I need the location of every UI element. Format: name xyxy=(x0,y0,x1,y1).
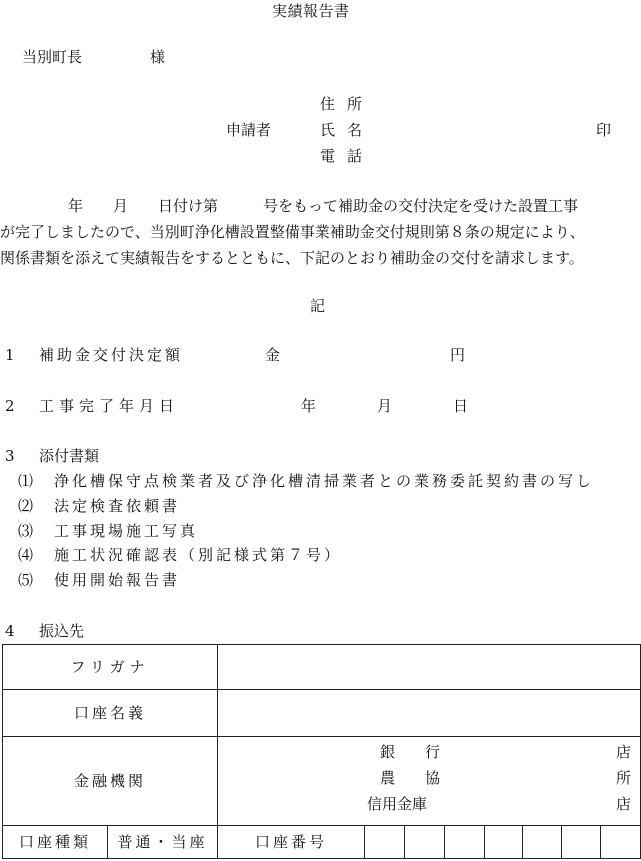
item-1-number: 1 xyxy=(5,346,15,364)
attachment-1-text: 浄化槽保守点検業者及び浄化槽清掃業者との業務委託契約書の写し xyxy=(54,472,595,490)
account-digit[interactable] xyxy=(485,826,523,859)
account-name-row xyxy=(3,690,641,737)
address-label-a: 住 xyxy=(320,95,336,113)
name-label-a: 氏 xyxy=(320,121,336,139)
account-digit[interactable] xyxy=(365,826,405,859)
attachment-2-number: ⑵ xyxy=(18,497,37,515)
body-line-1: 年 月 日付け第 号をもって補助金の交付決定を受けた設置工事 xyxy=(68,197,579,215)
name-label-b: 名 xyxy=(347,121,363,139)
attachment-1 xyxy=(18,474,594,489)
institution-row xyxy=(3,737,641,826)
attachment-5-number: ⑸ xyxy=(18,571,37,589)
account-digit[interactable] xyxy=(445,826,485,859)
attachment-4-number: ⑷ xyxy=(18,546,37,564)
bank-transfer-table xyxy=(2,644,641,859)
attachment-2-text: 法定検査依頼書 xyxy=(54,497,181,515)
branch-ten-2: 店 xyxy=(616,795,632,813)
account-digit[interactable] xyxy=(601,826,641,859)
account-type-row xyxy=(3,826,641,859)
attachment-3-number: ⑶ xyxy=(18,522,37,540)
account-digit[interactable] xyxy=(523,826,562,859)
item-2-day: 日 xyxy=(453,397,469,415)
honorific: 様 xyxy=(150,48,166,66)
attachment-3 xyxy=(18,524,198,539)
furigana-row xyxy=(3,645,641,690)
furigana-label: フリガナ xyxy=(3,645,218,690)
body-line-3: 関係書類を添えて実績報告をするとともに、下記のとおり補助金の交付を請求します。 xyxy=(0,249,584,267)
document-title: 実績報告書 xyxy=(272,2,350,20)
inst-shinkin: 信用金庫 xyxy=(367,795,428,813)
phone-label-a: 電 xyxy=(320,147,336,165)
account-digit[interactable] xyxy=(405,826,445,859)
item-2-label: 工事完了年月日 xyxy=(39,397,180,415)
item-2-number: 2 xyxy=(5,397,15,415)
item-4-number: 4 xyxy=(5,622,15,640)
item-3-number: 3 xyxy=(5,447,15,465)
inst-bank-b: 行 xyxy=(425,743,441,761)
account-type-value[interactable]: 普通・当座 xyxy=(108,826,218,859)
account-name-input[interactable] xyxy=(218,690,641,737)
attachment-2 xyxy=(18,499,180,514)
branch-ten-1: 店 xyxy=(616,743,632,761)
attachment-5 xyxy=(18,573,180,588)
account-number-label: 口座番号 xyxy=(218,826,365,859)
institution-input[interactable] xyxy=(218,737,641,826)
attachment-4-text: 施工状況確認表（別記様式第７号） xyxy=(54,546,343,564)
inst-noukyou-b: 協 xyxy=(425,769,441,787)
item-4-label: 振込先 xyxy=(39,622,85,640)
attachment-1-number: ⑴ xyxy=(18,472,37,490)
applicant-label: 申請者 xyxy=(226,121,272,139)
phone-label-b: 話 xyxy=(347,147,363,165)
body-line-2: が完了しましたので、当別町浄化槽設置整備事業補助金交付規則第８条の規定により、 xyxy=(0,223,585,241)
account-type-label: 口座種類 xyxy=(3,826,108,859)
account-digit[interactable] xyxy=(562,826,601,859)
item-2-month: 月 xyxy=(377,397,393,415)
attachment-5-text: 使用開始報告書 xyxy=(54,571,181,589)
inst-noukyou-a: 農 xyxy=(380,769,396,787)
item-3-label: 添付書類 xyxy=(39,447,100,465)
item-2-year: 年 xyxy=(301,397,317,415)
seal-mark: 印 xyxy=(596,121,612,139)
account-name-label: 口座名義 xyxy=(3,690,218,737)
addressee-name: 当別町長 xyxy=(22,48,83,66)
institution-options xyxy=(218,737,640,825)
attachment-3-text: 工事現場施工写真 xyxy=(54,522,199,540)
addressee xyxy=(22,48,166,66)
ki-heading: 記 xyxy=(310,297,326,315)
item-1-yen: 円 xyxy=(450,346,466,364)
attachment-4 xyxy=(18,548,342,563)
institution-label: 金融機関 xyxy=(3,737,218,826)
furigana-input[interactable] xyxy=(218,645,641,690)
item-1-label: 補助金交付決定額 xyxy=(39,346,184,364)
address-label-b: 所 xyxy=(347,95,363,113)
inst-bank-a: 銀 xyxy=(380,743,396,761)
branch-sho: 所 xyxy=(616,769,632,787)
item-1-kin: 金 xyxy=(265,346,281,364)
